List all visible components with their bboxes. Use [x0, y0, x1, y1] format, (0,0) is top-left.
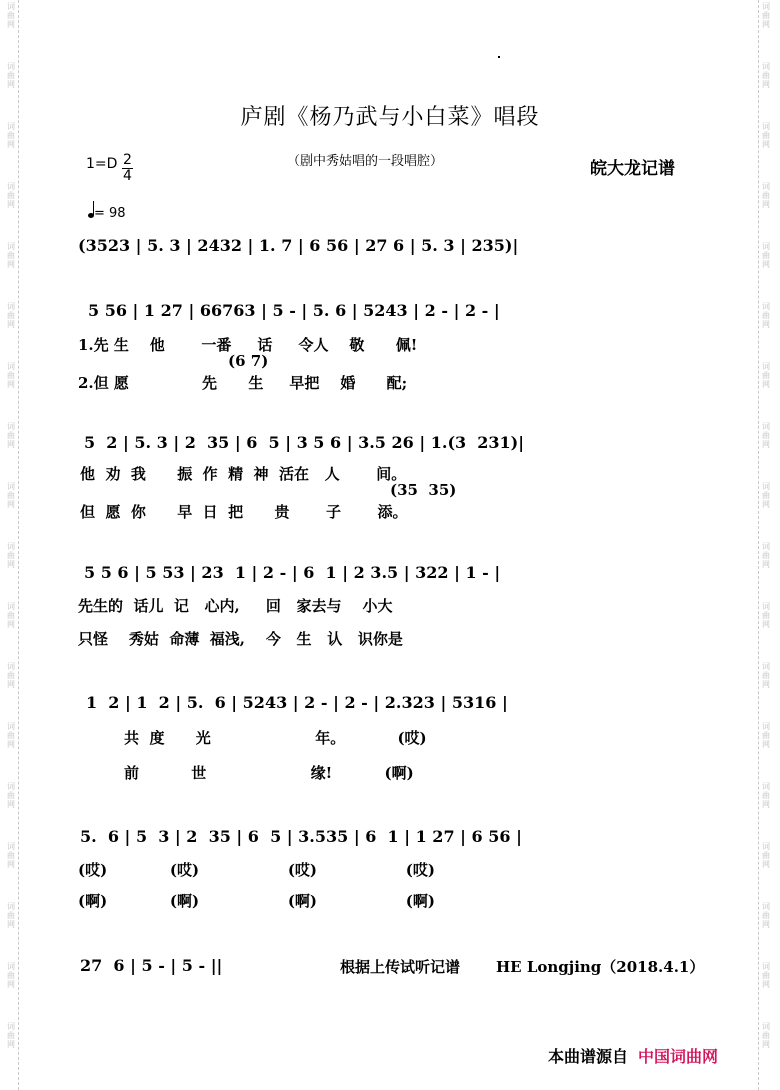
- time-bottom: 4: [123, 168, 132, 184]
- lyric-line: 共 度 光 年。 (哎): [124, 729, 427, 747]
- watermark-text: 词 曲 网: [762, 302, 770, 329]
- watermark-text: 词 曲 网: [7, 422, 15, 449]
- tempo-value: = 98: [94, 206, 126, 221]
- score-notation: 5 5 6 | 5 53 | 23 1 | 2 - | 6 1 | 2 3.5 | 322 | 1 - |: [84, 563, 501, 582]
- watermark-text: 词 曲 网: [7, 782, 15, 809]
- watermark-text: 词 曲 网: [762, 962, 770, 989]
- watermark-text: 词 曲 网: [762, 842, 770, 869]
- transcription-note: 根据上传试听记谱: [340, 958, 461, 976]
- lyric-line: (哎) (哎) (哎) (哎): [78, 861, 435, 879]
- watermark-text: 词 曲 网: [762, 182, 770, 209]
- lyric-line: 前 世 缘! (啊): [124, 764, 414, 782]
- watermark-text: 词 曲 网: [7, 302, 15, 329]
- score-notation: 5 2 | 5. 3 | 2 35 | 6 5 | 3 5 6 | 3.5 26 | 1.(3 231)|: [84, 433, 525, 452]
- watermark-text: 词 曲 网: [7, 1022, 15, 1049]
- watermark-text: 词 曲 网: [762, 542, 770, 569]
- watermark-text: 词 曲 网: [762, 2, 770, 29]
- watermark-text: 词 曲 网: [7, 182, 15, 209]
- score-notation: (3523 | 5. 3 | 2432 | 1. 7 | 6 56 | 27 6 | 5. 3 | 235)|: [78, 236, 519, 255]
- watermark-strip-right: [758, 0, 773, 1090]
- tempo-mark: [88, 203, 126, 221]
- watermark-text: 词 曲 网: [7, 122, 15, 149]
- watermark-text: 词 曲 网: [7, 2, 15, 29]
- score-notation: 5. 6 | 5 3 | 2 35 | 6 5 | 3.535 | 6 1 | 1 27 | 6 56 |: [80, 827, 522, 846]
- watermark-text: 词 曲 网: [7, 902, 15, 929]
- score-row-7: [78, 956, 298, 980]
- time-top: 2: [123, 152, 132, 168]
- watermark-text: 词 曲 网: [762, 782, 770, 809]
- watermark-text: 词 曲 网: [762, 62, 770, 89]
- watermark-text: 词 曲 网: [762, 242, 770, 269]
- key-signature: 1=D: [86, 156, 118, 172]
- time-signature: [122, 153, 133, 184]
- source-label: 本曲谱源自: [548, 1047, 629, 1066]
- watermark-text: 词 曲 网: [762, 602, 770, 629]
- page-subtitle: （剧中秀姑唱的一段唱腔）: [287, 154, 444, 169]
- source-brand-link[interactable]: 中国词曲网: [638, 1047, 719, 1066]
- watermark-text: 词 曲 网: [7, 602, 15, 629]
- score-notation: 1 2 | 1 2 | 5. 6 | 5243 | 2 - | 2 - | 2.323 | 5316 |: [86, 693, 508, 712]
- watermark-text: 词 曲 网: [7, 662, 15, 689]
- watermark-text: 词 曲 网: [762, 722, 770, 749]
- lyric-line: 他 劝 我 振 作 精 神 活在 人 间。: [80, 465, 407, 483]
- score-row-2: [78, 301, 700, 325]
- author-credit: 皖大龙记谱: [590, 159, 675, 179]
- lyric-line: 只怪 秀姑 命薄 福浅, 今 生 认 识你是: [78, 630, 403, 648]
- lyric-variant: (6 7): [228, 352, 269, 370]
- watermark-text: 词 曲 网: [7, 962, 15, 989]
- watermark-text: 词 曲 网: [762, 662, 770, 689]
- lyric-line: 先生的 话儿 记 心内, 回 家去与 小大: [78, 597, 393, 615]
- decor-dot: [498, 56, 500, 58]
- lyric-line: 2.但 愿 先 生 早把 婚 配;: [78, 374, 408, 392]
- score-row-4: [78, 563, 700, 587]
- watermark-text: 词 曲 网: [7, 482, 15, 509]
- watermark-text: 词 曲 网: [762, 422, 770, 449]
- score-row-3: [78, 433, 700, 457]
- watermark-text: 词 曲 网: [762, 122, 770, 149]
- watermark-strip-left: [4, 0, 19, 1090]
- page-title: 庐剧《杨乃武与小白菜》唱段: [240, 105, 540, 130]
- watermark-text: 词 曲 网: [7, 722, 15, 749]
- watermark-text: 词 曲 网: [7, 362, 15, 389]
- watermark-text: 词 曲 网: [7, 842, 15, 869]
- lyric-line: (啊) (啊) (啊) (啊): [78, 892, 435, 910]
- watermark-text: 词 曲 网: [762, 1022, 770, 1049]
- lyric-line: 但 愿 你 早 日 把 贵 子 添。: [80, 503, 408, 521]
- lyric-variant: (35 35): [390, 481, 457, 499]
- score-row-1: [78, 236, 700, 260]
- transcriber-credit: HE Longjing（2018.4.1）: [496, 958, 705, 976]
- score-row-6: [78, 827, 700, 851]
- watermark-text: 词 曲 网: [762, 482, 770, 509]
- watermark-text: 词 曲 网: [7, 542, 15, 569]
- score-row-5: [78, 693, 700, 717]
- watermark-text: 词 曲 网: [762, 902, 770, 929]
- score-notation: 5 56 | 1 27 | 66763 | 5 - | 5. 6 | 5243 | 2 - | 2 - |: [88, 301, 500, 320]
- watermark-text: 词 曲 网: [762, 362, 770, 389]
- watermark-text: 词 曲 网: [7, 242, 15, 269]
- score-notation: 27 6 | 5 - | 5 - ||: [80, 956, 223, 975]
- source-footer: [548, 1044, 718, 1067]
- lyric-line: 1.先 生 他 一番 话 令人 敬 佩!: [78, 336, 418, 354]
- watermark-text: 词 曲 网: [7, 62, 15, 89]
